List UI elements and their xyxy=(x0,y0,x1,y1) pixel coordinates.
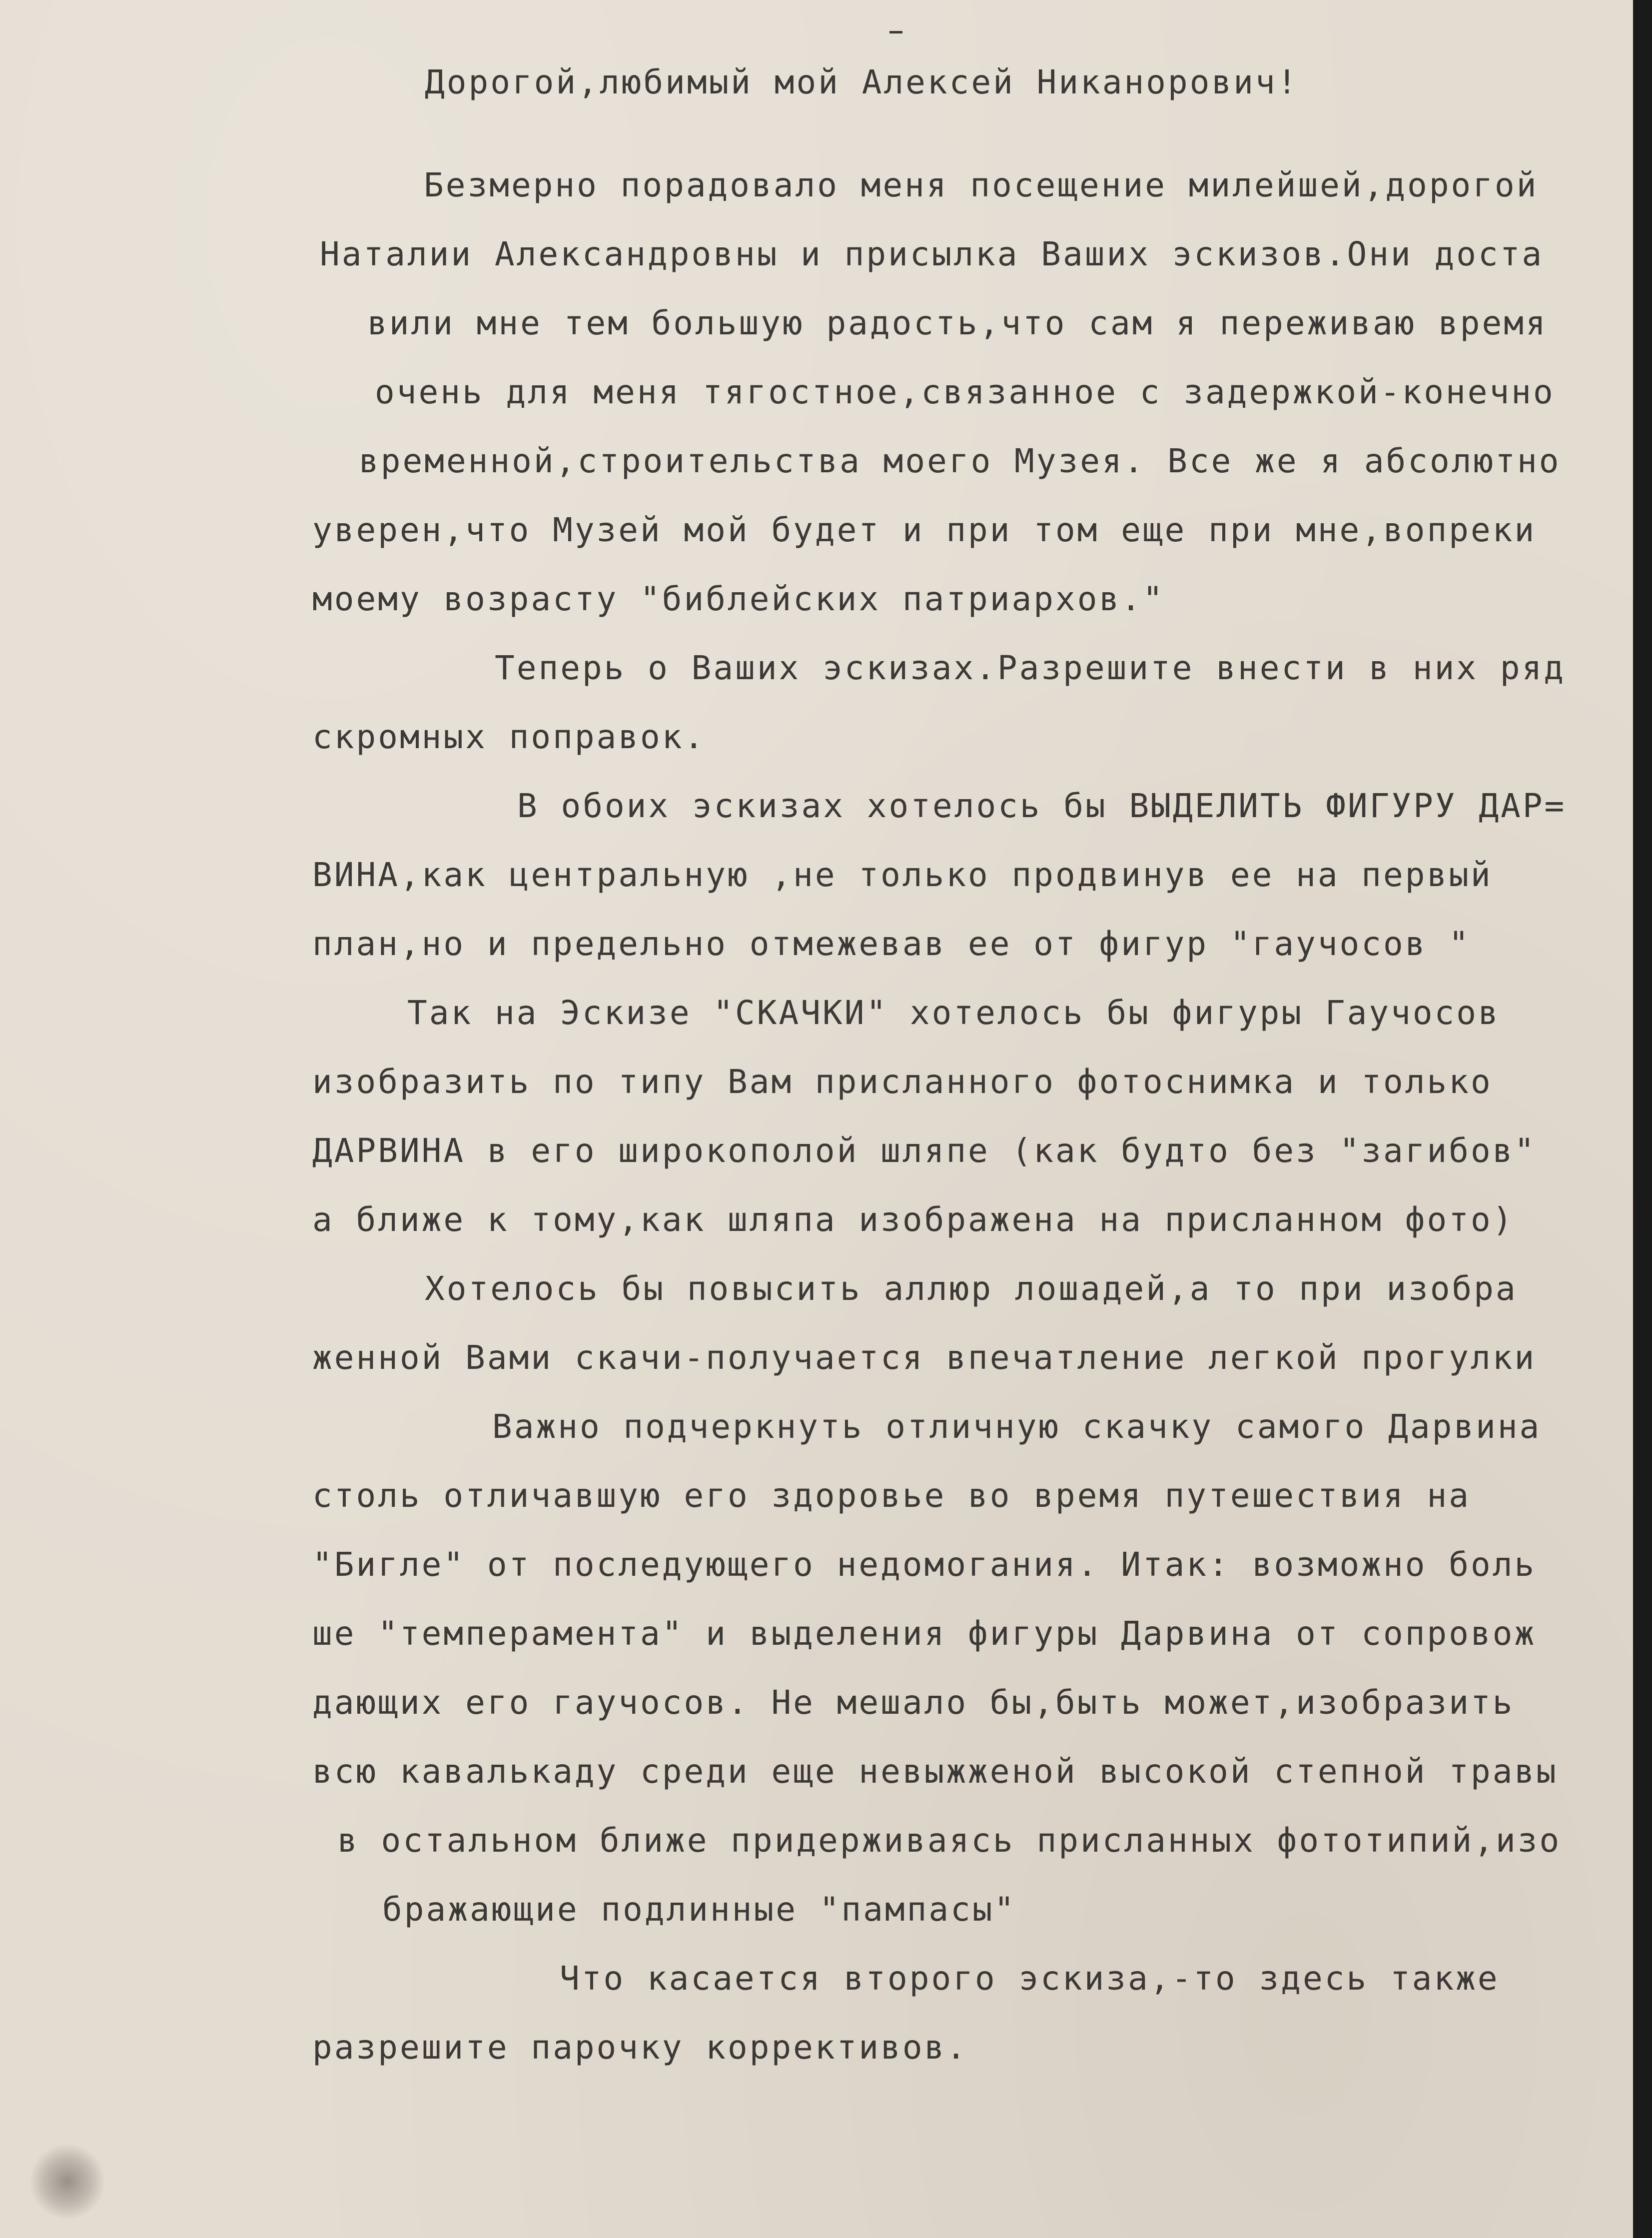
text-line-17: Хотелось бы повысить аллюр лошадей,а то при изобра xyxy=(425,1269,1518,1308)
top-dash-mark xyxy=(889,31,902,33)
text-line-8: Теперь о Ваших эскизах.Разрешите внести в них ряд xyxy=(495,649,1566,687)
text-line-4: очень для меня тягостное,связанное с задержкой-конечно xyxy=(375,373,1555,411)
text-line-26: бражающие подлинные "пампасы" xyxy=(382,1890,1016,1929)
text-line-15: ДАРВИНА в его широкополой шляпе (как будто без "загибов" xyxy=(312,1131,1537,1170)
salutation: Дорогой,любимый мой Алексей Никанорович! xyxy=(425,63,1299,101)
text-line-5: временной,строительства моего Музея. Все же я абсолютно xyxy=(359,442,1561,480)
text-line-9: скромных поправок. xyxy=(312,718,706,756)
text-line-20: столь отличавшую его здоровье во время путешествия на xyxy=(312,1476,1471,1515)
text-line-14: изобразить по типу Вам присланного фотоснимка и только xyxy=(312,1063,1493,1101)
text-line-12: план,но и предельно отмежевав ее от фигур "гаучосов " xyxy=(312,925,1471,963)
text-line-18: женной Вами скачи-получается впечатление легкой прогулки xyxy=(312,1338,1537,1377)
text-line-28: разрешите парочку коррективов. xyxy=(312,2028,968,2067)
text-line-7: моему возрасту "библейских патриархов." xyxy=(312,580,1165,618)
text-line-6: уверен,что Музей мой будет и при том еще при мне,вопреки xyxy=(312,511,1537,549)
paper-smudge xyxy=(30,2144,105,2219)
text-line-1: Безмерно порадовало меня посещение милейшей,дорогой xyxy=(424,166,1539,204)
text-line-13: Так на Эскизе "СКАЧКИ" хотелось бы фигуры Гаучосов xyxy=(407,994,1500,1032)
text-line-3: вили мне тем большую радость,что сам я переживаю время xyxy=(367,304,1548,342)
text-line-21: "Бигле" от последующего недомогания. Итак: возможно боль xyxy=(312,1545,1537,1584)
text-line-24: всю кавалькаду среди еще невыжженой высокой степной травы xyxy=(312,1752,1558,1791)
text-line-10: В обоих эскизах хотелось бы ВЫДЕЛИТЬ ФИГУРУ ДАР= xyxy=(517,787,1567,825)
text-line-25: в остальном ближе придерживаясь присланных фототипий,изо xyxy=(337,1821,1562,1860)
text-line-27: Что касается второго эскиза,-то здесь также xyxy=(560,1959,1500,1998)
text-line-22: ше "темперамента" и выделения фигуры Дарвина от сопровож xyxy=(312,1614,1537,1653)
text-line-16: а ближе к тому,как шляпа изображена на присланном фото) xyxy=(312,1200,1515,1239)
text-line-2: Наталии Александровны и присылка Ваших эскизов.Они доста xyxy=(320,235,1544,273)
scan-edge xyxy=(1633,0,1652,2238)
text-line-19: Важно подчеркнуть отличную скачку самого Дарвина xyxy=(492,1407,1542,1446)
text-line-11: ВИНА,как центральную ,не только продвинув ее на первый xyxy=(312,856,1493,894)
text-line-23: дающих его гаучосов. Не мешало бы,быть может,изобразить xyxy=(312,1683,1515,1722)
